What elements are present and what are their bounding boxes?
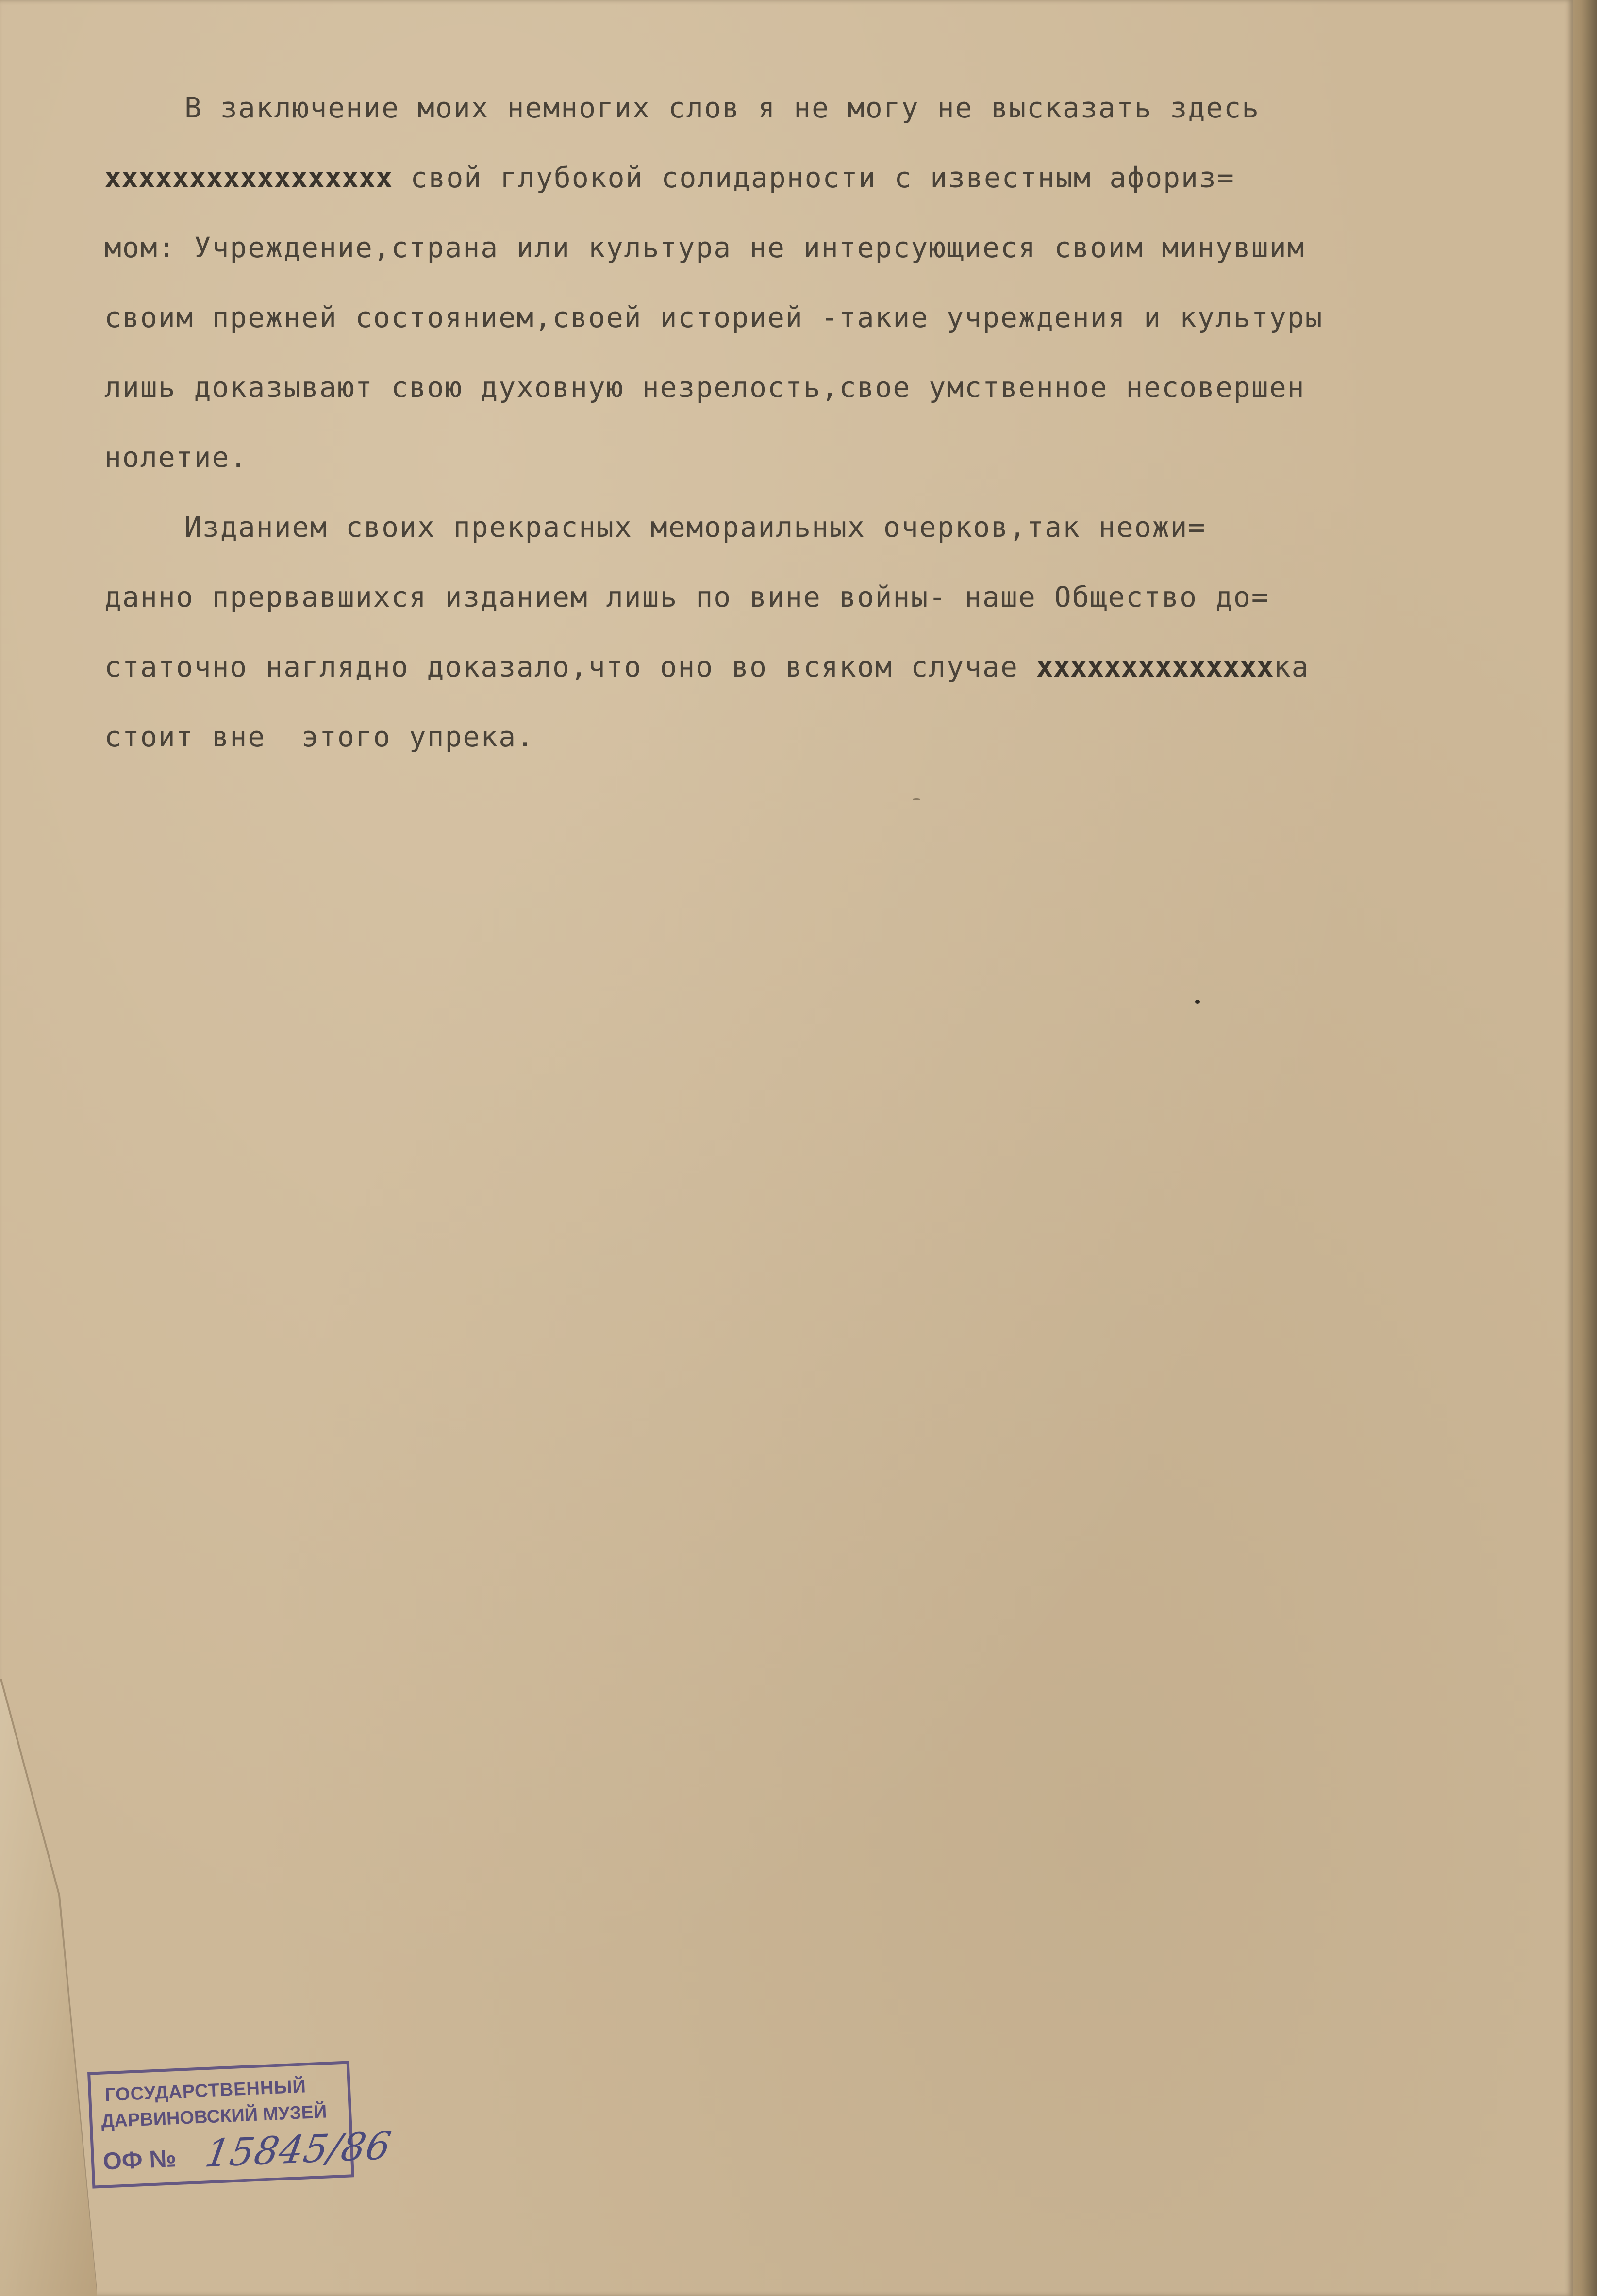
stamp-inventory-number: 15845/86: [202, 2124, 395, 2176]
text-line: В заключение моих немногих слов я не могу не высказать здесь: [184, 91, 1260, 124]
stamp-line-1: ГОСУДАРСТВЕННЫЙ: [104, 2076, 307, 2106]
strikeout-text: xxxxxxxxxxxxxxxxx: [104, 161, 393, 194]
text-line: [104, 632, 1556, 702]
text-line: нолетие.: [104, 441, 248, 474]
stamp-line-2: ДАРВИНОВСКИЙ МУЗЕЙ: [100, 2101, 328, 2132]
text-fragment: статочно наглядно доказало,что оно во всяком случае: [104, 650, 1036, 683]
stamp-label: ОФ №: [102, 2145, 177, 2175]
text-fragment: свой глубокой солидарности с известным афориз=: [410, 161, 1235, 194]
typed-text: [104, 73, 1556, 772]
ink-speck: [1195, 1000, 1200, 1004]
text-line: своим прежней состоянием,своей историей -такие учреждения и культуры: [104, 301, 1323, 334]
text-line: Изданием своих прекрасных мемораильных очерков,так неожи=: [184, 511, 1206, 544]
ink-speck: [913, 798, 920, 800]
text-line: лишь доказывают свою духовную незрелость,свое умственное несовершен: [104, 371, 1305, 404]
text-line: стоит вне этого упрека.: [104, 720, 535, 753]
museum-stamp: [87, 2061, 395, 2188]
text-line: мом: Учреждение,страна или культура не интерсующиеся своим минувшим: [104, 231, 1305, 264]
text-fragment: ка: [1273, 650, 1310, 683]
text-line: [104, 143, 1556, 213]
strikeout-text: xxxxxxxxxxxxxx: [1036, 650, 1274, 683]
text-line: данно прервавшихся изданием лишь по вине войны- наше Общество до=: [104, 580, 1269, 613]
